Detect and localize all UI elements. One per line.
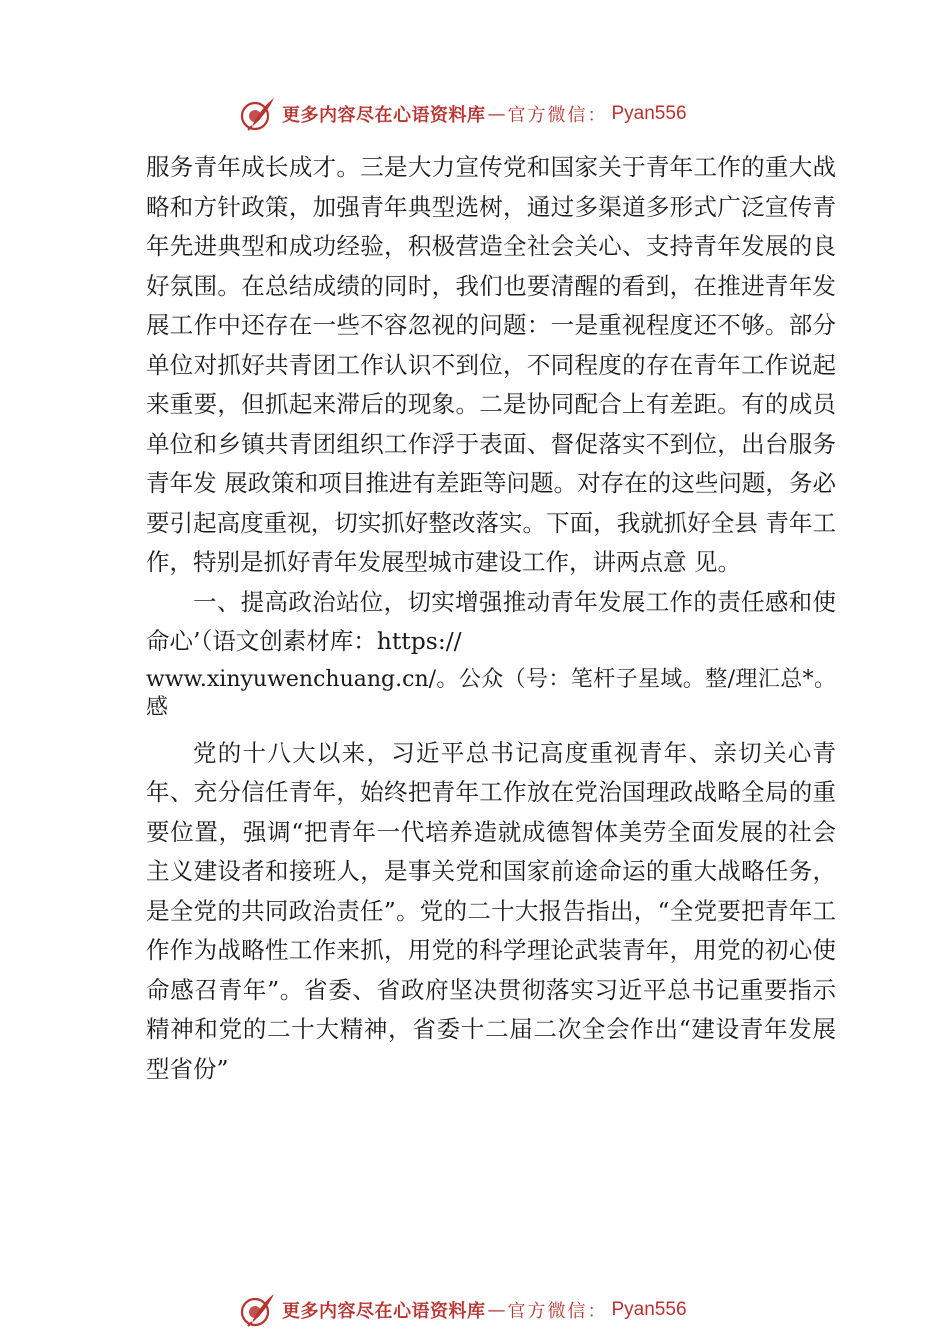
banner-wechat-label: 官方微信：	[507, 105, 608, 126]
banner-wechat-label: 官方微信：	[507, 1301, 608, 1322]
banner-dash: —	[487, 1299, 506, 1321]
banner-account: Pyan556	[611, 103, 687, 124]
banner-brand: 更多内容尽在心语资料库	[282, 1301, 486, 1322]
banner-brand: 更多内容尽在心语资料库	[282, 105, 486, 126]
quill-logo-icon	[240, 1292, 276, 1328]
paragraph-3: www.xinyuwenchuang.cn/。公众（号：笔杆子星域。整/理汇总*。感	[146, 666, 836, 720]
quill-logo-icon	[240, 96, 276, 132]
banner-dash: —	[487, 103, 506, 125]
document-body	[146, 148, 836, 1089]
banner-account: Pyan556	[611, 1299, 687, 1320]
paragraph-1: 服务青年成长成才。三是大力宣传党和国家关于青年工作的重大战略和方针政策，加强青年典型选树，通过多渠道多形式广泛宣传青年先进典型和成功经验，积极营造全社会关心、支持青年发展的良好氛围。在总结成绩的同时，我们也要清醒的看到，在推进青年发展工作中还存在一些不容忽视的问题：一是重视程度还不够。部分单位对抓好共青团工作认识不到位，不同程度的存在青年工作说起来重要，但抓起来滞后的现象。二是协同配合上有差距。有的成员单位和乡镇共青团组织工作浮于表面、督促落实不到位，出台服务青年发 展政策和项目推进有差距等问题。对存在的这些问题，务必 要引起高度重视，切实抓好整改落实。下面，我就抓好全县 青年工作，特别是抓好青年发展型城市建设工作，讲两点意 见。	[146, 153, 836, 576]
footer-banner	[240, 1290, 760, 1330]
paragraph-4: 党的十八大以来，习近平总书记高度重视青年、亲切关心青年、充分信任青年，始终把青年工作放在党治国理政战略全局的重要位置，强调“把青年一代培养造就成德智体美劳全面发展的社会主义建设者和接班人，是事关党和国家前途命运的重大战略任务，是全党的共同政治责任”。党的二十大报告指出，“全党要把青年工作作为战略性工作来抓，用党的科学理论武装青年，用党的初心使命感召青年”。省委、省政府坚决贯彻落实习近平总书记重要指示精神和党的二十大精神，省委十二届二次全会作出“建设青年发展型省份”	[146, 738, 836, 1083]
paragraph-2: 一、提高政治站位，切实增强推动青年发展工作的责任感和使命心’（语文创素材库：https://	[146, 587, 836, 655]
header-banner	[240, 94, 760, 134]
